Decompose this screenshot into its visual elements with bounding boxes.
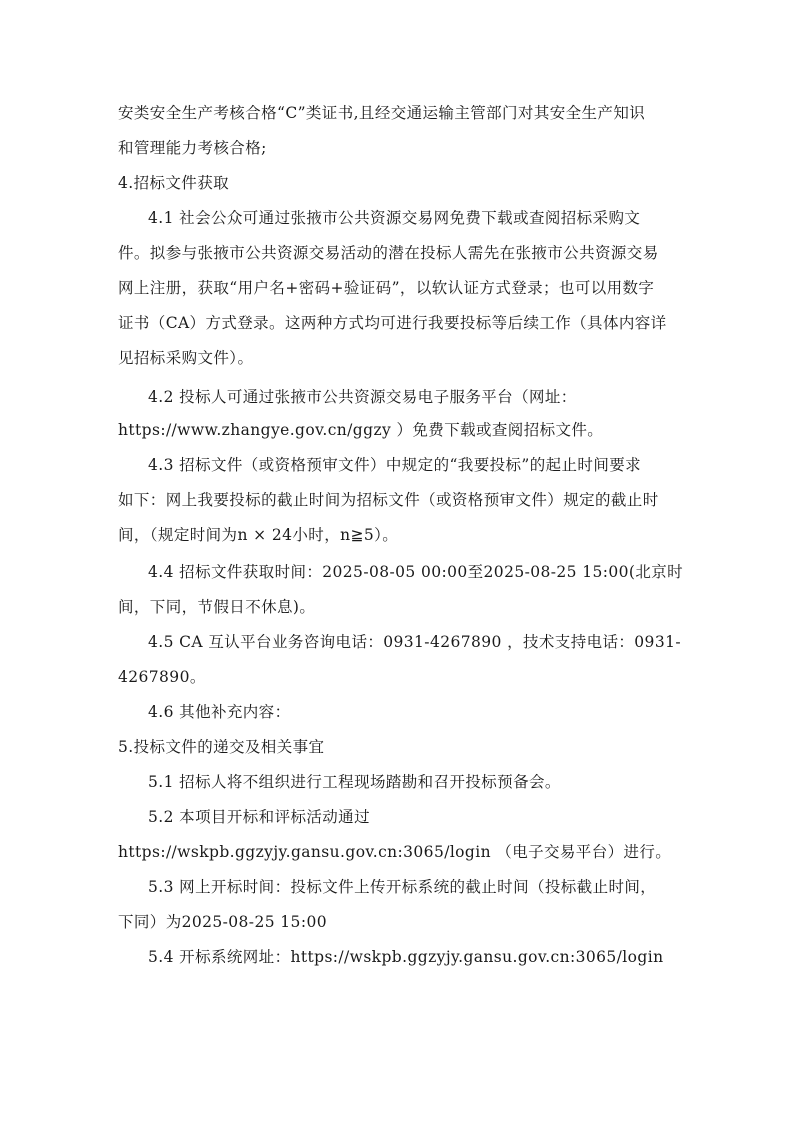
- body-text-line: 4.3 招标文件（或资格预审文件）中规定的“我要投标”的起止时间要求: [148, 456, 642, 474]
- body-text-line: 4267890。: [118, 668, 206, 686]
- body-text-line: 网上注册，获取“用户名+密码+验证码”，以软认证方式登录；也可以用数字: [118, 279, 655, 297]
- body-text-line: https://wskpb.ggzyjy.gansu.gov.cn:3065/login （电子交易平台）进行。: [118, 843, 672, 861]
- body-text-line: https://www.zhangye.gov.cn/ggzy ）免费下载或查阅招标文件。: [118, 421, 604, 439]
- section-heading: 5.投标文件的递交及相关事宜: [118, 738, 325, 756]
- body-text-line: 见招标采购文件）。: [118, 349, 254, 367]
- body-text-line: 件。拟参与张掖市公共资源交易活动的潜在投标人需先在张掖市公共资源交易: [118, 244, 659, 262]
- body-text-line: 如下：网上我要投标的截止时间为招标文件（或资格预审文件）规定的截止时: [118, 491, 659, 509]
- body-text-line: 4.5 CA 互认平台业务咨询电话：0931-4267890 ，技术支持电话：0931-: [148, 633, 681, 651]
- body-text-line: 4.2 投标人可通过张掖市公共资源交易电子服务平台（网址：: [148, 388, 577, 406]
- body-text-line: 间，下同，节假日不休息)。: [118, 598, 316, 616]
- body-text-line: 4.6 其他补充内容：: [148, 703, 291, 721]
- body-text-line: 安类安全生产考核合格“C”类证书,且经交通运输主管部门对其安全生产知识: [118, 104, 646, 122]
- body-text-line: 和管理能力考核合格;: [118, 139, 267, 157]
- body-text-line: 5.2 本项目开标和评标活动通过: [148, 808, 370, 826]
- body-text-line: 下同）为2025-08-25 15:00: [118, 913, 327, 931]
- body-text-line: 证书（CA）方式登录。这两种方式均可进行我要投标等后续工作（具体内容详: [118, 314, 667, 332]
- body-text-line: 5.3 网上开标时间：投标文件上传开标系统的截止时间（投标截止时间，: [148, 878, 657, 896]
- body-text-line: 5.1 招标人将不组织进行工程现场踏勘和召开投标预备会。: [148, 773, 561, 791]
- section-heading: 4.招标文件获取: [118, 174, 229, 192]
- body-text-line: 4.1 社会公众可通过张掖市公共资源交易网免费下载或查阅招标采购文: [148, 209, 641, 227]
- body-text-line: 间，（规定时间为n × 24小时，n≧5）。: [118, 526, 399, 544]
- body-text-line: 4.4 招标文件获取时间：2025-08-05 00:00至2025-08-25 15:00(北京时: [148, 563, 684, 581]
- body-text-line: 5.4 开标系统网址：https://wskpb.ggzyjy.gansu.gov.cn:3065/login: [148, 948, 664, 966]
